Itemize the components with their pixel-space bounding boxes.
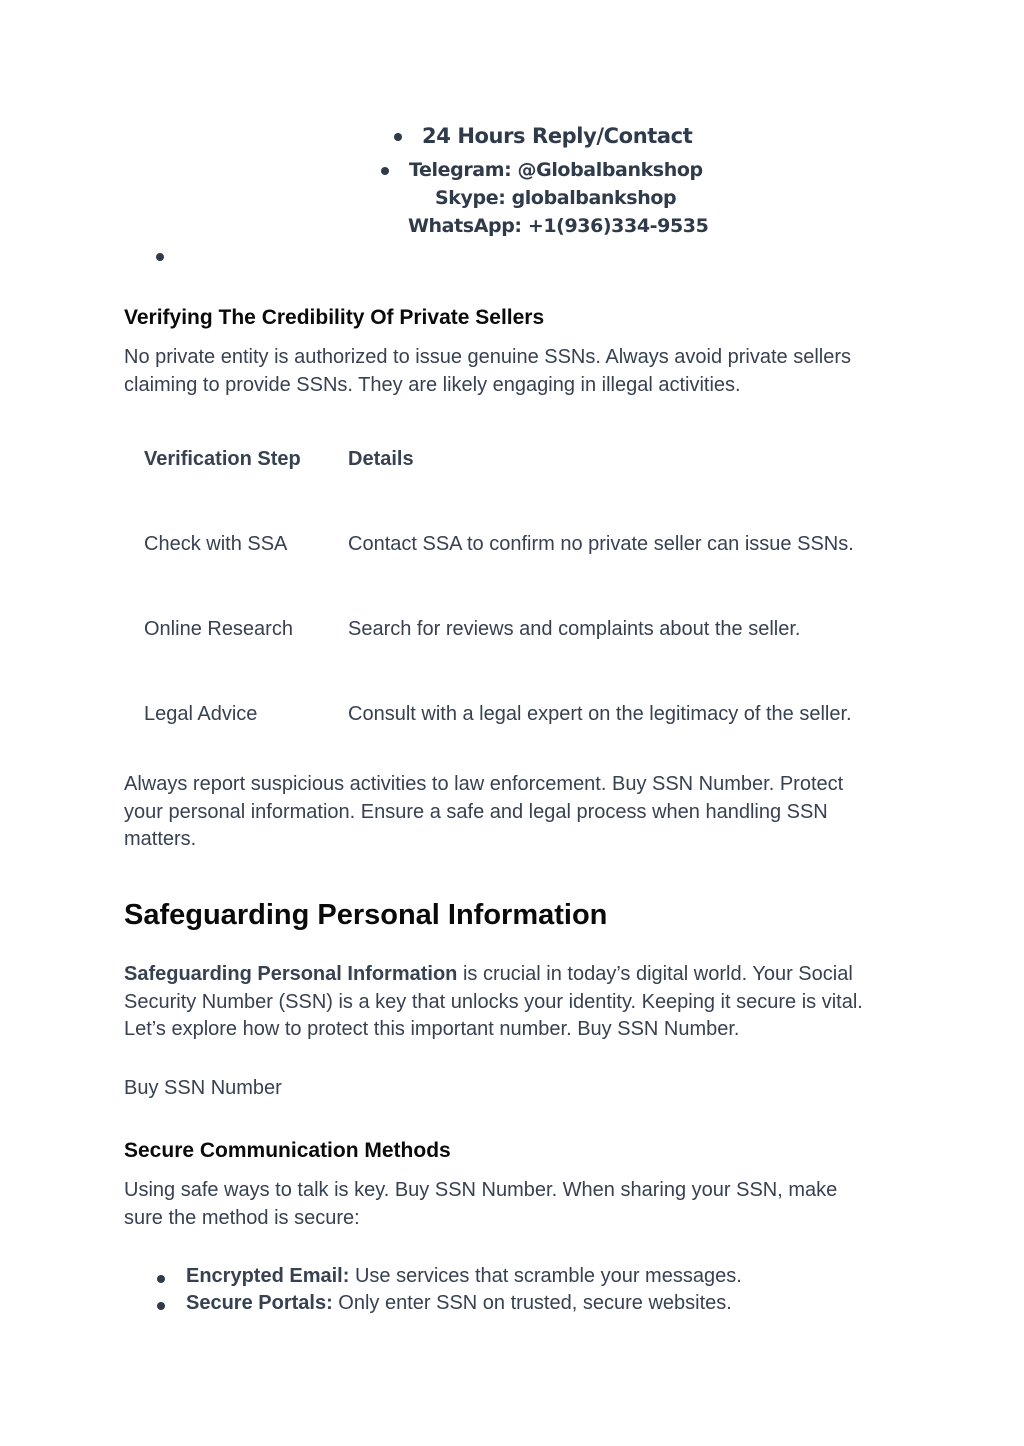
- paragraph-line: Security Number (SSN) is a key that unlocks your identity. Keeping it secure is vital.: [124, 990, 863, 1013]
- intro-line: No private entity is authorized to issue genuine SSNs. Always avoid private sellers: [124, 346, 852, 368]
- table-cell-step: Legal Advice: [144, 703, 258, 725]
- secure-comm-paragraph: [124, 1177, 904, 1232]
- reply-contact-text: 24 Hours Reply/Contact: [422, 124, 693, 148]
- paragraph-line: Always report suspicious activities to law enforcement. Buy SSN Number. Protect: [124, 773, 844, 795]
- table-cell-details: Consult with a legal expert on the legitimacy of the seller.: [348, 703, 852, 725]
- list-item-text: Use services that scramble your messages.: [349, 1265, 742, 1287]
- paragraph-line: [124, 961, 924, 989]
- report-paragraph: [124, 771, 904, 854]
- buy-ssn-text: Buy SSN Number: [124, 1077, 282, 1099]
- skype-contact: Skype: globalbankshop: [435, 187, 677, 209]
- bullet-dot: [157, 1275, 165, 1283]
- table-cell-step: Online Research: [144, 618, 293, 640]
- paragraph-line: sure the method is secure:: [124, 1206, 360, 1229]
- paragraph-line: Using safe ways to talk is key. Buy SSN Number. When sharing your SSN, make: [124, 1179, 838, 1201]
- section-heading-secure-communication: Secure Communication Methods: [124, 1139, 451, 1162]
- list-item-text: Only enter SSN on trusted, secure websites.: [332, 1292, 732, 1314]
- table-header-details: Details: [348, 448, 414, 470]
- list-item-label: Secure Portals:: [186, 1292, 333, 1314]
- whatsapp-contact: WhatsApp: +1(936)334-9535: [408, 215, 709, 237]
- paragraph-line: your personal information. Ensure a safe and legal process when handling SSN: [124, 800, 828, 823]
- paragraph-line: matters.: [124, 828, 197, 850]
- bullet-dot: [157, 1302, 165, 1310]
- bullet-dot: [381, 167, 389, 175]
- table-cell-step: Check with SSA: [144, 533, 288, 555]
- list-item-encrypted-email: [186, 1265, 742, 1288]
- paragraph-line: Let’s explore how to protect this important number. Buy SSN Number.: [124, 1018, 740, 1040]
- empty-bullet-dot: [156, 253, 164, 261]
- list-item-secure-portals: [186, 1292, 732, 1315]
- section-intro: [124, 344, 904, 399]
- line-rest: is crucial in today’s digital world. Your Social: [457, 963, 853, 985]
- section-heading-verifying: Verifying The Credibility Of Private Sellers: [124, 306, 545, 329]
- safeguarding-paragraph: [124, 961, 924, 1044]
- table-cell-details: Search for reviews and complaints about the seller.: [348, 618, 801, 640]
- table-header-step: Verification Step: [144, 448, 301, 470]
- telegram-contact: Telegram: @Globalbankshop: [409, 159, 703, 181]
- section-heading-safeguarding: Safeguarding Personal Information: [124, 899, 608, 931]
- table-cell-details: Contact SSA to confirm no private seller can issue SSNs.: [348, 533, 854, 555]
- bold-lead: Safeguarding Personal Information: [124, 963, 458, 985]
- bullet-dot: [394, 133, 402, 141]
- list-item-label: Encrypted Email:: [186, 1265, 350, 1287]
- intro-line: claiming to provide SSNs. They are likely engaging in illegal activities.: [124, 373, 741, 396]
